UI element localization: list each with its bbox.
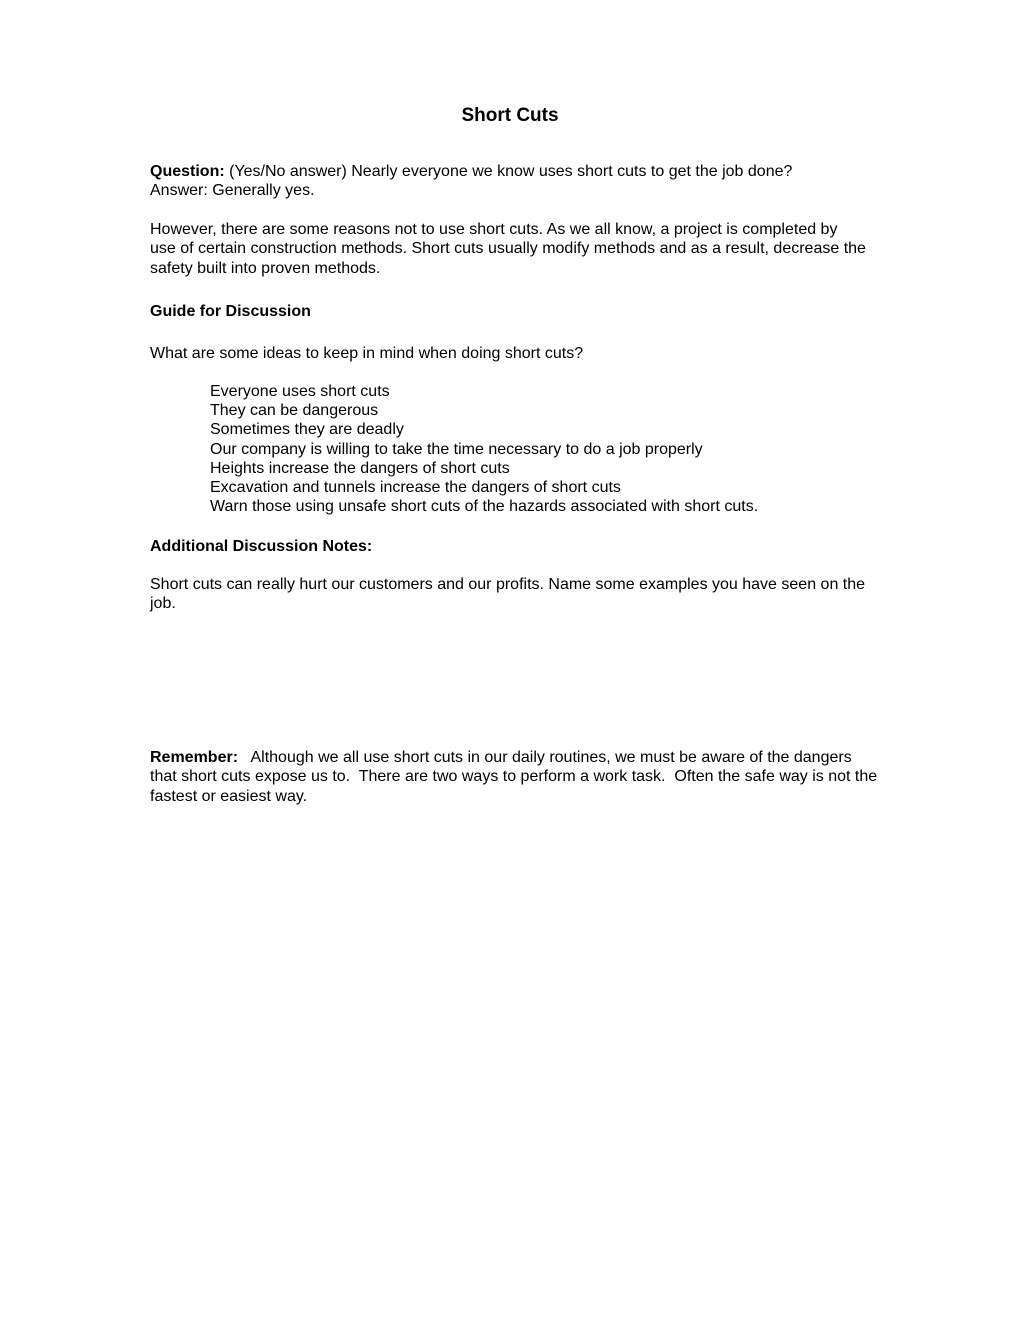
idea-item: Warn those using unsafe short cuts of the hazards associated with short cuts. (210, 498, 759, 516)
idea-item: Sometimes they are deadly (210, 421, 404, 439)
notes-heading: Additional Discussion Notes: (150, 538, 373, 555)
answer-text: Answer: Generally yes. (150, 182, 315, 200)
guide-heading: Guide for Discussion (150, 303, 311, 320)
intro-paragraph: However, there are some reasons not to use short cuts. As we all know, a project is completed by use of certain construction methods. Short cuts usually modify methods and as a result, decrease the safety built into proven methods. (150, 221, 866, 277)
remember-paragraph (150, 748, 880, 806)
page-title: Short Cuts (461, 105, 559, 126)
idea-item: Heights increase the dangers of short cuts (210, 459, 510, 477)
question-paragraph (150, 162, 880, 201)
question-text: (Yes/No answer) Nearly everyone we know uses short cuts to get the job done? (224, 163, 793, 180)
idea-item: They can be dangerous (210, 402, 379, 420)
notes-paragraph: Short cuts can really hurt our customers and our profits. Name some examples you have seen on the job. (150, 576, 866, 613)
remember-text: Although we all use short cuts in our daily routines, we must be aware of the dangers that short cuts expose us to. There are two ways to perform a work task. Often the safe way is not the fastest or easiest way. (150, 749, 882, 805)
guide-question: What are some ideas to keep in mind when doing short cuts? (150, 345, 584, 362)
remember-label: Remember: (150, 749, 239, 766)
ideas-list (210, 382, 758, 516)
idea-item: Excavation and tunnels increase the dangers of short cuts (210, 478, 621, 496)
idea-item: Our company is willing to take the time necessary to do a job properly (210, 440, 703, 458)
idea-item: Everyone uses short cuts (210, 383, 390, 400)
question-label: Question: (150, 163, 225, 180)
